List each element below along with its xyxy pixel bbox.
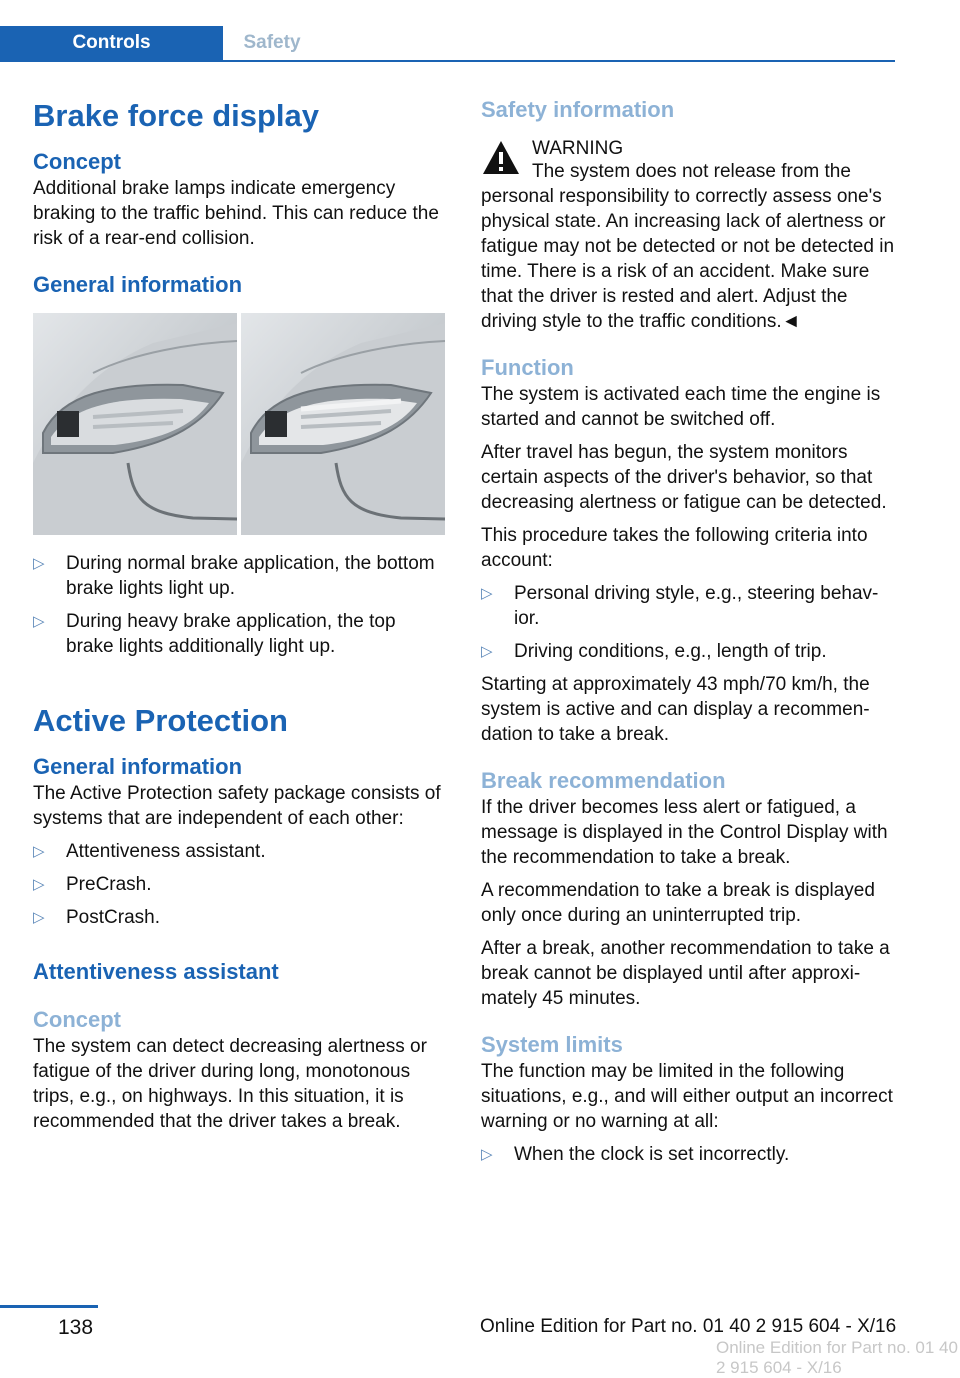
brake-lights-normal-image <box>33 313 237 535</box>
heading-break-recommendation: Break recommendation <box>481 768 726 793</box>
paragraph-function-4: Starting at approximately 43 mph/70 km/h, the system is active and can display a recommendation to take a break. <box>481 674 870 745</box>
paragraph-break-3: After a break, another recommendation to take a break cannot be displayed until after approximately 45 minutes. <box>481 938 890 1009</box>
heading-concept: Concept <box>33 149 121 174</box>
tab-safety[interactable]: Safety <box>243 32 301 53</box>
heading-function: Function <box>481 355 574 380</box>
triangle-right-icon: ▷ <box>33 876 45 893</box>
section-tabbar <box>0 26 895 62</box>
limits-list <box>481 1142 895 1167</box>
paragraph-function-1: The system is activated each time the engine is started and cannot be switched off. <box>481 384 881 430</box>
criteria-list <box>481 581 895 664</box>
heading-safety-information: Safety information <box>481 97 675 122</box>
paragraph-concept: Additional brake lamps indicate emergency braking to the traffic behind. This can reduce the risk of a rear-end collision. <box>33 178 439 249</box>
list-item: ▷ During heavy brake application, the top brake lights additionally light up. <box>33 611 396 657</box>
triangle-right-icon: ▷ <box>33 555 45 572</box>
warning-label: WARNING <box>532 138 624 159</box>
warning-triangle-icon <box>481 138 521 178</box>
paragraph-break-1: If the driver becomes less alert or fatigued, a message is displayed in the Control Display with the recommendation to take a break. <box>481 797 888 868</box>
triangle-right-icon: ▷ <box>481 1146 493 1163</box>
triangle-right-icon: ▷ <box>481 643 493 660</box>
systems-list <box>33 839 447 930</box>
footer-rule <box>0 1305 98 1308</box>
list-item: ▷ PostCrash. <box>33 907 160 928</box>
tab-controls[interactable]: Controls <box>0 26 223 60</box>
paragraph-function-2: After travel has begun, the system monitors certain aspects of the driver's behavior, so that decreasing alertness or fatigue can be detected. <box>481 442 887 513</box>
paragraph-limits: The function may be limited in the following situations, e.g., and will either output an incorrect warning or no warning at all: <box>481 1061 893 1132</box>
heading-brake-force-display: Brake force display <box>33 98 320 133</box>
edition-text: Online Edition for Part no. 01 40 2 915 604 - X/16 <box>480 1316 897 1337</box>
heading-concept-2: Concept <box>33 1007 121 1032</box>
list-item: ▷ Driving conditions, e.g., length of trip. <box>481 641 827 662</box>
triangle-right-icon: ▷ <box>33 613 45 630</box>
brake-lights-figure <box>33 313 445 535</box>
list-item: ▷ When the clock is set incorrectly. <box>481 1144 790 1165</box>
paragraph-function-3: This procedure takes the following criteria into account: <box>481 525 868 571</box>
brake-lights-heavy-image <box>241 313 445 535</box>
list-item: ▷ Personal driving style, e.g., steering behavior. <box>481 583 879 629</box>
heading-attentiveness-assistant: Attentiveness assistant <box>33 959 279 984</box>
list-item: ▷ PreCrash. <box>33 874 152 895</box>
left-column <box>33 96 447 1134</box>
heading-active-protection: Active Protection <box>33 703 288 738</box>
brake-lights-list <box>33 551 447 659</box>
list-item: ▷ During normal brake application, the bottom brake lights light up. <box>33 553 435 599</box>
paragraph-active-protection: The Active Protection safety package consists of systems that are independent of each other: <box>33 783 441 829</box>
right-column <box>481 96 895 1175</box>
list-item: ▷ Attentiveness assistant. <box>33 841 266 862</box>
warning-text: The system does not release from the personal responsibility to correctly assess one's physical state. An increasing lack of alertness or fatigue may not be detected or not be detected in time. There is a risk of an accident. Make sure that the driver is rested and alert. Adjust the driving style to the traffic conditions.◄ <box>481 161 895 332</box>
heading-general-information: General information <box>33 272 243 297</box>
watermark: Online Edition for Part no. 01 40 2 915 604 - X/16 <box>716 1338 958 1377</box>
heading-system-limits: System limits <box>481 1032 623 1057</box>
triangle-right-icon: ▷ <box>33 909 45 926</box>
paragraph-break-2: A recommendation to take a break is displayed only once during an uninterrupted trip. <box>481 880 875 926</box>
page-number: 138 <box>58 1316 94 1339</box>
triangle-right-icon: ▷ <box>33 843 45 860</box>
triangle-right-icon: ▷ <box>481 585 493 602</box>
paragraph-concept-2: The system can detect decreasing alertness or fatigue of the driver during long, monotonous trips, e.g., on highways. In this situation, it is recommended that the driver takes a break. <box>33 1036 427 1132</box>
heading-general-information-2: General information <box>33 754 243 779</box>
